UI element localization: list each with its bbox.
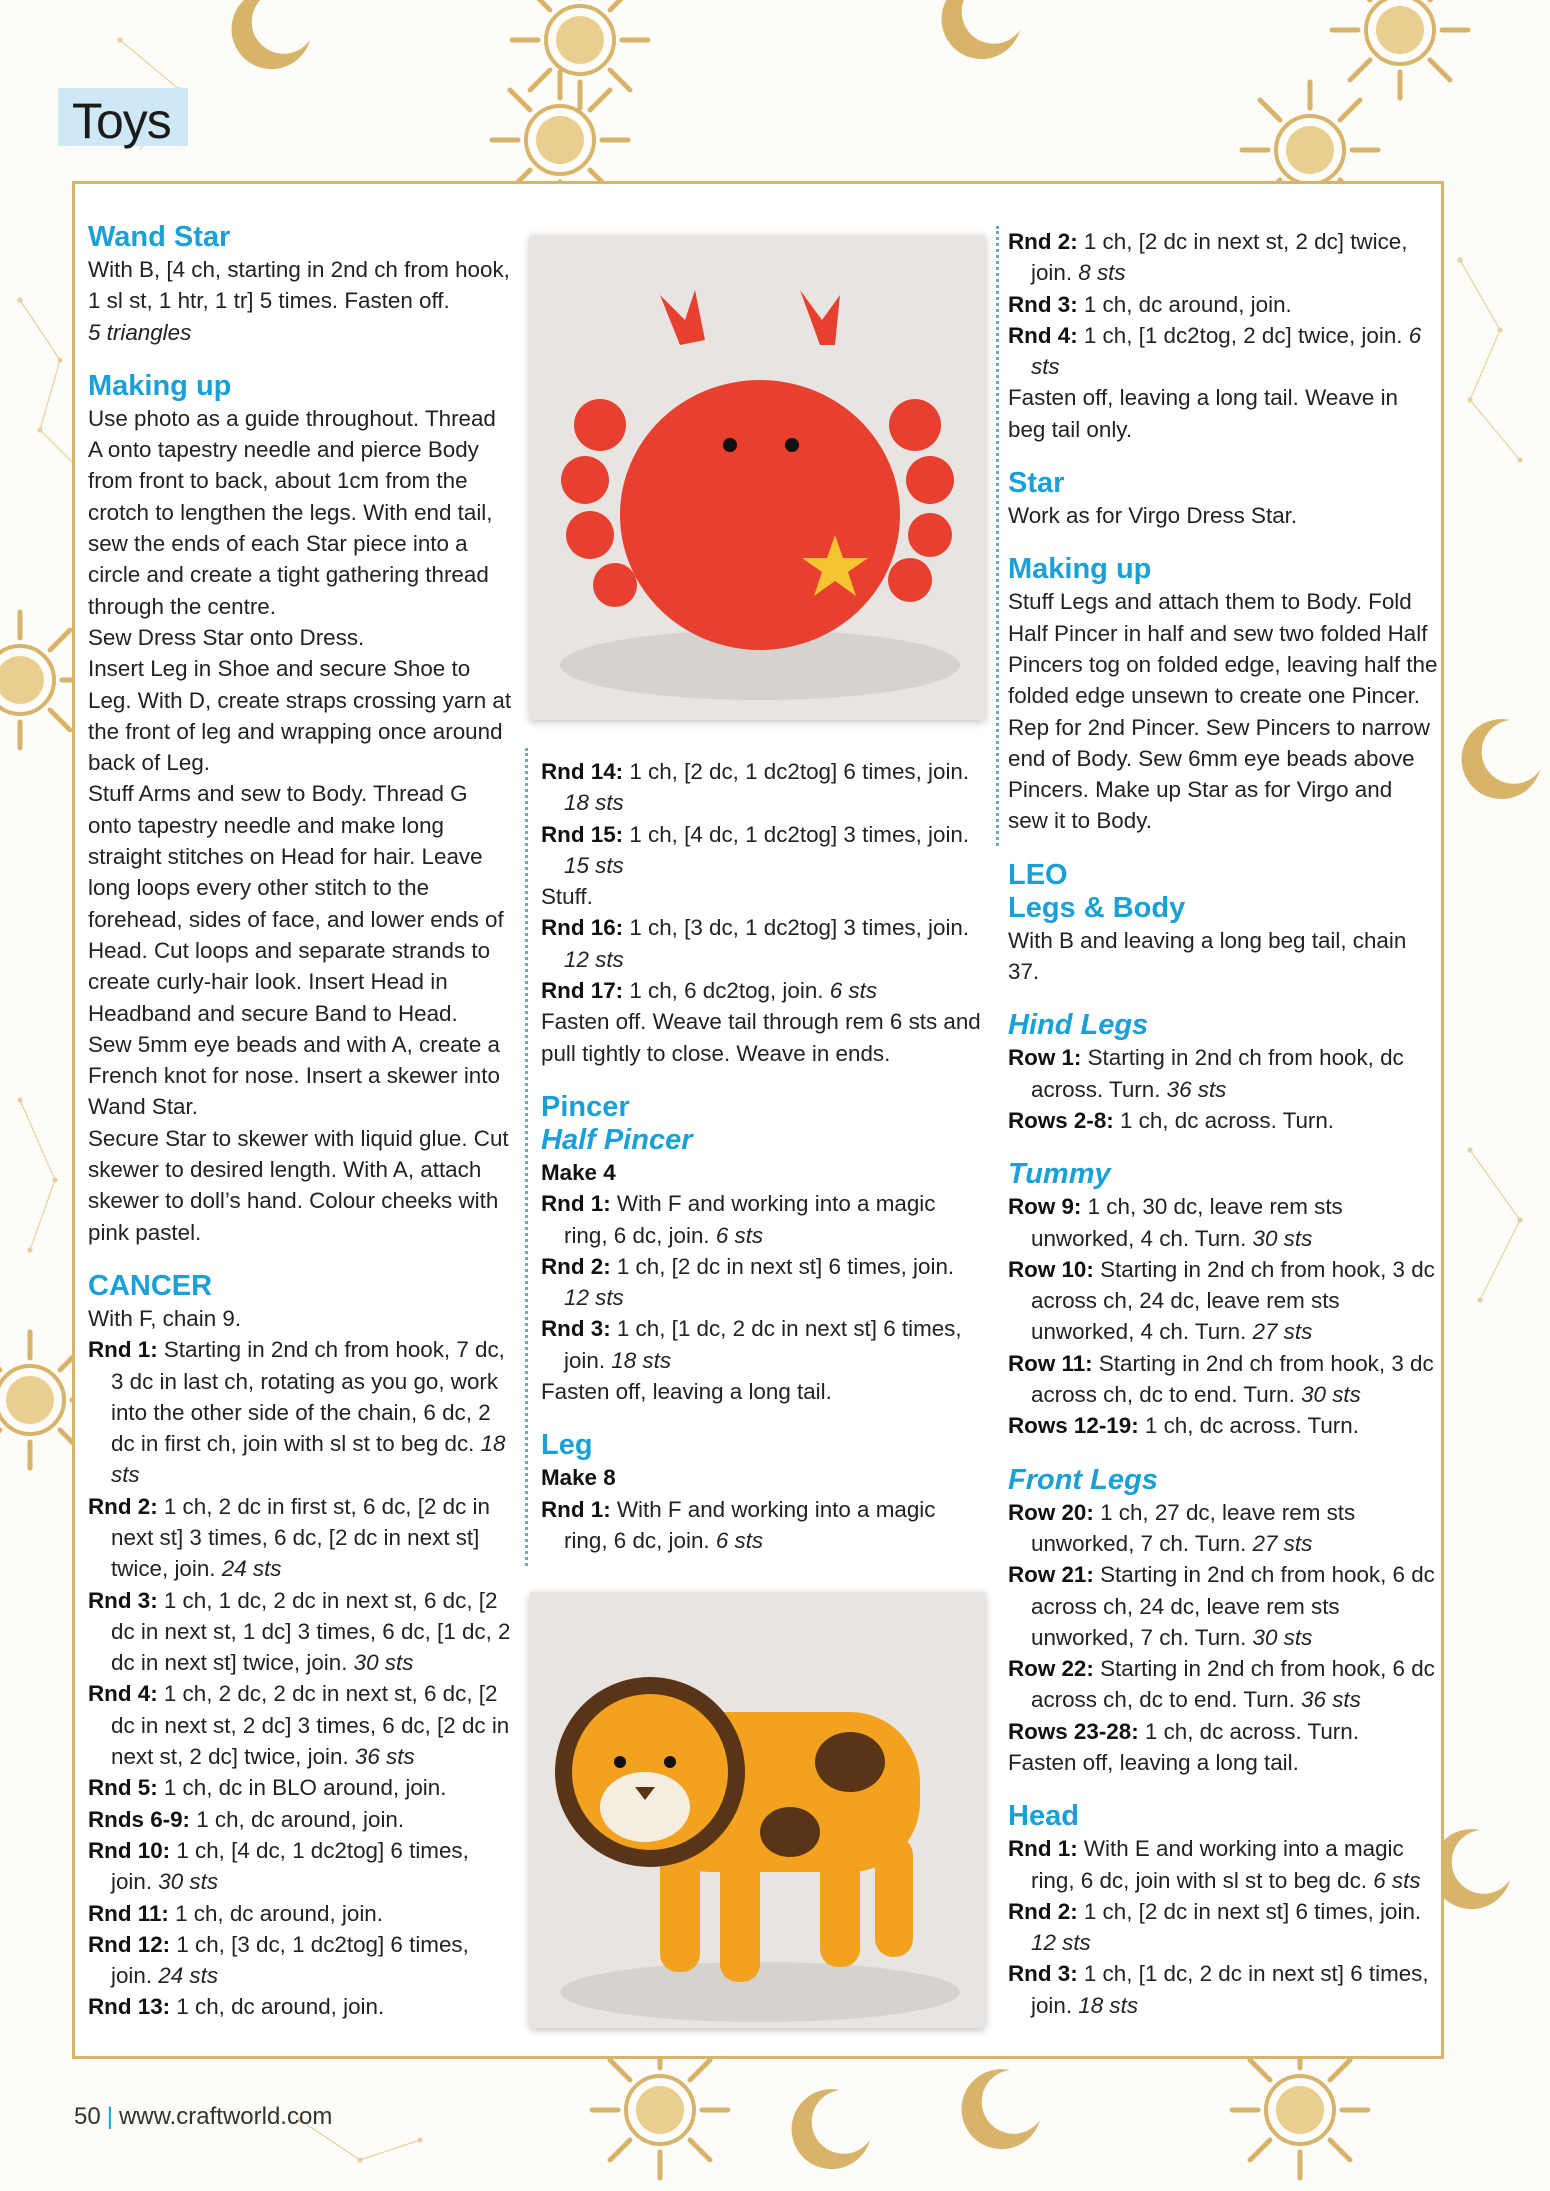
pattern-row (88, 1678, 514, 1772)
row-label: Rnd 2: (541, 1253, 611, 1279)
row-label: Rnd 17: (541, 978, 624, 1004)
paragraph: Fasten off, leaving a long tail. Weave in beg tail only. (1008, 385, 1398, 442)
pattern-row (88, 1772, 514, 1803)
row-text: Starting in 2nd ch from hook, 6 dc across ch, dc to end. Turn. (1031, 1656, 1435, 1713)
pattern-row (1008, 1716, 1438, 1747)
stitch-count: 6 sts (1031, 322, 1422, 380)
page-number: 50 (74, 2103, 101, 2130)
row-text: 1 ch, [2 dc in next st] 6 times, join. (610, 1253, 955, 1279)
pattern-row (541, 819, 983, 882)
paragraph: With F, chain 9. (88, 1305, 242, 1331)
stitch-count: 30 sts (1252, 1225, 1313, 1251)
pattern-rows (541, 756, 983, 881)
paragraph: Use photo as a guide throughout. Thread A onto tapestry needle and pierce Body from front to back, about 1cm from the crotch to lengthen the legs. With end tail, sew the ends of each Star piece into a circle and create a tight gathering thread through the centre. (88, 405, 496, 619)
stitch-count: 30 sts (353, 1650, 414, 1676)
website: www.craftworld.com (118, 2103, 333, 2130)
pattern-row (1008, 320, 1438, 383)
tummy-heading: Tummy (1008, 1158, 1111, 1191)
pattern-row (1008, 289, 1438, 320)
row-label: Rnd 2: (1008, 229, 1078, 254)
pattern-rows (1008, 1497, 1438, 1747)
row-label: Rnd 1: (88, 1337, 158, 1363)
row-label: Rnd 3: (1008, 1961, 1078, 1987)
pattern-row (1008, 1105, 1438, 1136)
row-label: Rnd 5: (88, 1775, 158, 1801)
pattern-row (1008, 1042, 1438, 1105)
row-text: 1 ch, 30 dc, leave rem sts unworked, 4 ch. Turn. (1031, 1194, 1343, 1251)
paragraph: Insert Leg in Shoe and secure Shoe to Leg. With D, create straps crossing yarn at the front of leg and wrapping once around back of Leg. (88, 656, 512, 776)
stitch-count: 18 sts (111, 1431, 506, 1488)
stitch-count: 24 sts (221, 1556, 282, 1582)
head-heading: Head (1008, 1800, 1079, 1833)
paragraph: Sew 5mm eye beads and with A, create a French knot for nose. Insert a skewer into Wand Star. (88, 1031, 500, 1120)
row-text: 1 ch, 2 dc, 2 dc in next st, 6 dc, [2 dc in next st, 2 dc] 3 times, 6 dc, [2 dc in next st, 2 dc] twice, join. (111, 1681, 510, 1770)
row-text: 1 ch, [2 dc in next st] 6 times, join. (1077, 1898, 1422, 1924)
row-text: 1 ch, dc around, join. (170, 1994, 385, 2020)
paragraph: With B and leaving a long beg tail, chain 37. (1008, 927, 1407, 985)
row-text: 1 ch, dc around, join. (1077, 291, 1292, 317)
row-label: Rnd 1: (541, 1191, 611, 1217)
row-text: 1 ch, 1 dc, 2 dc in next st, 6 dc, [2 dc in next st, 1 dc] 3 times, 6 dc, [1 dc, 2 dc in next st] twice, join. (111, 1587, 511, 1676)
pattern-rows (541, 912, 983, 1006)
pattern-rows (1008, 1191, 1438, 1441)
row-label: Rnd 2: (1008, 1898, 1078, 1924)
wand-star-text: With B, [4 ch, starting in 2nd ch from hook, 1 sl st, 1 htr, 1 tr] 5 times. Fasten off. 5 triangles (88, 257, 510, 345)
row-text: Starting in 2nd ch from hook, 3 dc across ch, 24 dc, leave rem sts unworked, 4 ch. Turn. (1031, 1256, 1435, 1345)
crab-photo (530, 235, 985, 720)
sun-icon (592, 2042, 728, 2178)
row-label: Rows 2-8: (1008, 1107, 1114, 1133)
row-label: Row 10: (1008, 1256, 1094, 1282)
row-label: Rnd 10: (88, 1837, 171, 1863)
pattern-row (541, 912, 983, 975)
pincer-heading: Pincer (541, 1090, 630, 1123)
row-label: Rnd 4: (88, 1681, 158, 1707)
stitch-count: 30 sts (1252, 1624, 1313, 1650)
row-label: Row 1: (1008, 1045, 1082, 1071)
moon-icon (1462, 719, 1540, 799)
pattern-row (88, 1929, 514, 1992)
row-label: Rnd 12: (88, 1931, 171, 1957)
row-text: With F and working into a magic ring, 6 dc, join. (564, 1191, 936, 1248)
stitch-count: 36 sts (1301, 1687, 1361, 1713)
pattern-rows (1008, 1833, 1438, 2021)
pattern-row (88, 1334, 514, 1490)
row-text: Starting in 2nd ch from hook, 7 dc, 3 dc in last ch, rotating as you go, work into the other side of the chain, 6 dc, 2 dc in first ch, join with sl st to beg dc. (111, 1337, 505, 1457)
page-footer: 50 | www.craftworld.com (74, 2103, 333, 2130)
moon-icon (232, 0, 310, 69)
row-label: Rnd 3: (1008, 291, 1078, 317)
stitch-count: 18 sts (564, 790, 624, 816)
paragraph: Fasten off, leaving a long tail. (541, 1379, 832, 1405)
legs-body-heading: Legs & Body (1008, 891, 1186, 924)
star-heading: Star (1008, 467, 1065, 500)
stitch-count: 6 sts (715, 1222, 764, 1248)
pattern-rows (88, 1334, 514, 2023)
row-label: Row 9: (1008, 1194, 1082, 1220)
pattern-row (1008, 1653, 1438, 1716)
row-text: 1 ch, [1 dc, 2 dc in next st] 6 times, join. (1031, 1961, 1429, 2018)
half-pincer-heading: Half Pincer (541, 1123, 693, 1156)
row-text: 1 ch, [1 dc2tog, 2 dc] twice, join. (1077, 322, 1409, 348)
pattern-row (88, 1898, 514, 1929)
stitch-count: 27 sts (1252, 1319, 1313, 1345)
stitch-count: 30 sts (1301, 1382, 1361, 1408)
stitch-count: 12 sts (1031, 1930, 1091, 1956)
leg-heading: Leg (541, 1429, 593, 1462)
stitch-count: 6 sts (829, 978, 878, 1004)
sun-icon (1232, 2042, 1368, 2178)
pattern-row (88, 1835, 514, 1898)
row-label: Rnd 1: (1008, 1836, 1078, 1862)
pattern-row (88, 1991, 514, 2022)
row-label: Rnd 11: (88, 1900, 169, 1926)
make-count: Make 8 (541, 1465, 616, 1491)
pattern-rows (541, 1188, 983, 1376)
lion-photo (530, 1592, 985, 2028)
pattern-row (88, 1585, 514, 1679)
row-label: Rnd 2: (88, 1493, 158, 1519)
leo-heading: LEO (1008, 858, 1068, 891)
row-text: 1 ch, dc around, join. (168, 1900, 383, 1926)
row-label: Rnds 6-9: (88, 1806, 191, 1832)
paragraph: Work as for Virgo Dress Star. (1008, 503, 1298, 529)
section-label: Toys (72, 93, 171, 149)
row-text: 1 ch, dc across. Turn. (1138, 1718, 1359, 1744)
pattern-row (541, 1188, 983, 1251)
row-text: 1 ch, [3 dc, 1 dc2tog] 6 times, join. (111, 1931, 469, 1989)
pattern-rows (541, 1494, 983, 1557)
row-text: 1 ch, [4 dc, 1 dc2tog] 6 times, join. (111, 1837, 469, 1895)
pattern-row (1008, 1410, 1438, 1441)
row-label: Rnd 3: (88, 1587, 158, 1613)
row-text: 1 ch, [4 dc, 1 dc2tog] 3 times, join. (623, 821, 970, 847)
moon-icon (792, 2089, 870, 2169)
row-text: With E and working into a magic ring, 6 dc, join with sl st to beg dc. (1031, 1836, 1404, 1893)
row-label: Rnd 16: (541, 915, 624, 941)
row-text: Starting in 2nd ch from hook, 3 dc across ch, dc to end. Turn. (1031, 1350, 1434, 1408)
row-label: Row 21: (1008, 1562, 1094, 1588)
row-text: Starting in 2nd ch from hook, 6 dc across ch, 24 dc, leave rem sts unworked, 7 ch. Turn. (1031, 1562, 1435, 1650)
row-text: 1 ch, [1 dc, 2 dc in next st] 6 times, join. (564, 1316, 962, 1373)
cancer-heading: CANCER (88, 1269, 213, 1302)
pattern-row (1008, 1958, 1438, 2021)
pattern-row (88, 1804, 514, 1835)
section-tag (58, 88, 188, 149)
pattern-row (1008, 1191, 1438, 1254)
pattern-row (1008, 1348, 1438, 1411)
stitch-count: 18 sts (611, 1347, 672, 1373)
making-up-heading: Making up (88, 369, 232, 402)
stitch-count: 15 sts (564, 852, 624, 878)
column-1 (88, 221, 514, 2023)
stitch-count: 24 sts (158, 1963, 219, 1989)
row-label: Rnd 4: (1008, 322, 1078, 348)
pattern-row (88, 1491, 514, 1585)
pattern-row (541, 1494, 983, 1557)
row-label: Row 22: (1008, 1656, 1094, 1682)
pattern-row (541, 975, 983, 1006)
column-3 (1008, 226, 1438, 2021)
stitch-count: 18 sts (1078, 1992, 1139, 2018)
row-text: 1 ch, dc in BLO around, join. (157, 1775, 447, 1801)
row-label: Rows 12-19: (1008, 1413, 1139, 1439)
front-legs-heading: Front Legs (1008, 1463, 1158, 1496)
row-text: 1 ch, dc across. Turn. (1113, 1107, 1335, 1133)
sun-icon (1332, 0, 1468, 98)
row-text: 1 ch, dc across. Turn. (1138, 1413, 1359, 1439)
pattern-row (1008, 226, 1438, 289)
pattern-rows (1008, 1042, 1438, 1136)
paragraph: Fasten off. Weave tail through rem 6 sts and pull tightly to close. Weave in ends. (541, 1009, 981, 1066)
pattern-row (1008, 1559, 1438, 1653)
row-text: 1 ch, [2 dc, 1 dc2tog] 6 times, join. (623, 759, 970, 784)
column-2 (541, 756, 983, 1556)
pattern-rows (1008, 226, 1438, 382)
paragraph: Stuff Arms and sew to Body. Thread G onto tapestry needle and make long straight stitches on Head for hair. Leave long loops every other stitch to the forehead, sides of face, and lower ends of Head. Cut loops and separate strands to create curly-hair look. Insert Head in Headband and secure Band to Head. (88, 781, 504, 1026)
row-text: 1 ch, [3 dc, 1 dc2tog] 3 times, join. (623, 915, 970, 941)
paragraph: Sew Dress Star onto Dress. (88, 624, 365, 650)
row-label: Row 11: (1008, 1350, 1093, 1376)
make-count: Make 4 (541, 1159, 616, 1185)
pattern-row (1008, 1254, 1438, 1348)
wand-star-heading: Wand Star (88, 221, 231, 253)
hind-legs-heading: Hind Legs (1008, 1009, 1149, 1042)
paragraph: Secure Star to skewer with liquid glue. Cut skewer to desired length. With A, attach skewer to doll’s hand. Colour cheeks with pink pastel. (88, 1125, 509, 1245)
row-label: Row 20: (1008, 1499, 1094, 1525)
stitch-count: 36 sts (1166, 1076, 1227, 1102)
row-label: Rnd 1: (541, 1496, 611, 1522)
pattern-row (541, 1313, 983, 1376)
row-text: With F and working into a magic ring, 6 dc, join. (564, 1496, 936, 1553)
stitch-count: 36 sts (354, 1744, 415, 1770)
stitch-count: 6 sts (715, 1527, 764, 1553)
row-text: 1 ch, 6 dc2tog, join. (623, 978, 830, 1004)
column-divider (996, 226, 999, 846)
stitch-count: 8 sts (1078, 260, 1126, 286)
stitch-count: 30 sts (158, 1869, 219, 1895)
stitch-count: 6 sts (1373, 1867, 1421, 1893)
pattern-row (541, 1251, 983, 1314)
paragraph: Fasten off, leaving a long tail. (1008, 1749, 1299, 1775)
row-text: 1 ch, [2 dc in next st, 2 dc] twice, join. (1031, 229, 1408, 286)
row-text: Starting in 2nd ch from hook, dc across. Turn. (1031, 1045, 1404, 1102)
pattern-row (1008, 1833, 1438, 1896)
row-label: Rnd 14: (541, 759, 624, 784)
row-text: 1 ch, 2 dc in first st, 6 dc, [2 dc in next st] 3 times, 6 dc, [2 dc in next st] twice, join. (111, 1493, 490, 1582)
paragraph: Stuff. (541, 884, 593, 910)
stitch-count: 12 sts (564, 946, 624, 972)
stitch-count: 27 sts (1252, 1530, 1313, 1556)
moon-icon (962, 2069, 1040, 2149)
row-label: Rnd 15: (541, 821, 624, 847)
row-text: 1 ch, 27 dc, leave rem sts unworked, 7 ch. Turn. (1031, 1499, 1356, 1556)
row-text: 1 ch, dc around, join. (190, 1806, 405, 1832)
pattern-row (541, 756, 983, 819)
stitch-count: 12 sts (564, 1285, 624, 1311)
row-label: Rnd 13: (88, 1994, 171, 2020)
row-label: Rnd 3: (541, 1316, 611, 1342)
row-label: Rows 23-28: (1008, 1718, 1139, 1744)
sun-icon (512, 0, 648, 108)
pattern-row (1008, 1896, 1438, 1959)
moon-icon (942, 0, 1020, 59)
column-divider (525, 748, 528, 1566)
pattern-row (1008, 1497, 1438, 1560)
making-up-heading: Making up (1008, 553, 1152, 586)
paragraph: Stuff Legs and attach them to Body. Fold Half Pincer in half and sew two folded Half Pincers tog on folded edge, leaving half the folded edge unsewn to create one Pincer. Rep for 2nd Pincer. Sew Pincers to narrow end of Body. Sew 6mm eye beads above Pincers. Make up Star as for Virgo and sew it to Body. (1008, 589, 1438, 834)
